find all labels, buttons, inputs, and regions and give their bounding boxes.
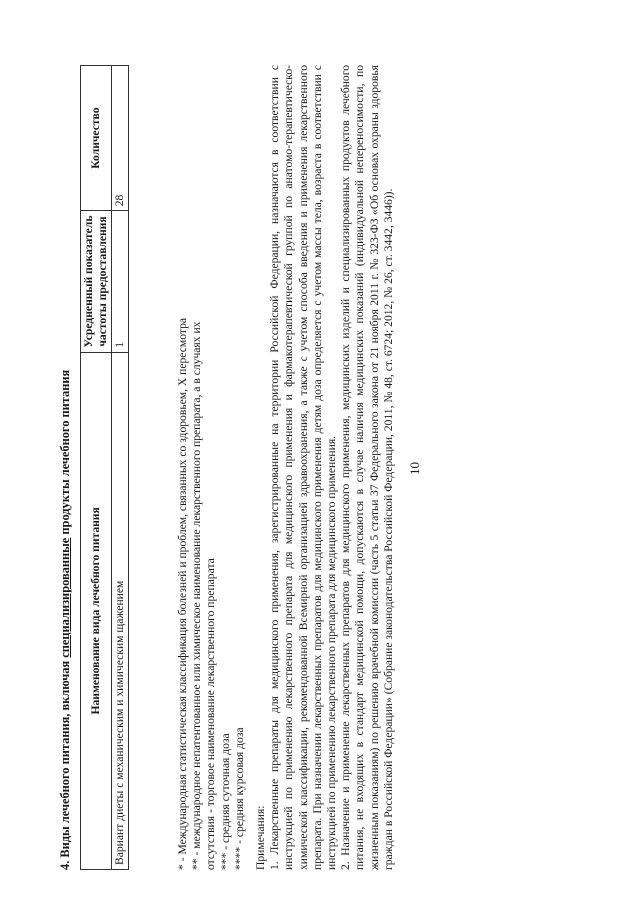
section-title-prefix: 4. Виды лечебного питания, включая bbox=[58, 657, 72, 870]
page-number: 10 bbox=[407, 462, 422, 475]
footnote-line: **** - средняя курсовая доза bbox=[232, 727, 246, 870]
cell-frequency: 1 bbox=[112, 211, 129, 353]
rotated-document-page bbox=[40, 60, 560, 870]
notes-section bbox=[254, 65, 396, 870]
footnotes bbox=[176, 65, 247, 870]
section-title-suffix: продукты лечебного питания bbox=[58, 369, 72, 538]
cell-name: Вариант диеты с механическим и химическим щажением bbox=[112, 352, 129, 869]
footnote-line: отсутствия - торговое наименование лекарственного препарата bbox=[204, 558, 218, 870]
header-frequency: Усредненный показатель частоты предоставления bbox=[81, 211, 112, 353]
section-title bbox=[58, 70, 72, 870]
table-header-row bbox=[81, 66, 112, 870]
note-item: 1. Лекарственные препараты для медицинского применения, зарегистрированные на территории Российской Федерации, назначаются в соответствии с инструкцией по применению лекарственного препарата для медицинского применения и фармакотерапевтической группой по анатомо-терапевтическо-химической классификации, рекомендованной Всемирной организацией здравоохранения, а также с учетом способа введения и применения лекарственного препарата. При назначении лекарственных препаратов для медицинского применения детям доза определяется с учетом массы тела, возраста в соответствии с инструкцией по применению лекарственного препарата для медицинского применения. bbox=[268, 65, 339, 870]
notes-heading: Примечания: bbox=[254, 805, 267, 870]
footnote-line: * - Международная статистическая классификация болезней и проблем, связанных со здоровьем, X пересмотра bbox=[176, 317, 189, 870]
footnote-line: *** - средняя суточная доза bbox=[218, 733, 232, 870]
header-name: Наименование вида лечебного питания bbox=[81, 352, 112, 869]
nutrition-table bbox=[80, 65, 129, 870]
header-quantity: Количество bbox=[81, 66, 112, 211]
note-item: 2. Назначение и применение лекарственных препаратов для медицинского применения, медицинских изделий и специализированных продуктов лечебного питания, не входящих в стандарт медицинской помощи, допускаются в случае наличия медицинских показаний (индивидуальной непереносимости, по жизненным показаниям) по решению врачебной комиссии (часть 5 статьи 37 Федерального закона от 21 ноября 2011 г. № 323-ФЗ «Об основах охраны здоровья граждан в Российской Федерации» (Собрание законодательства Российской Федерации, 2011, № 48, ст. 6724; 2012, № 26, ст. 3442, 3446)). bbox=[339, 65, 395, 870]
table-row bbox=[112, 66, 129, 870]
cell-quantity: 28 bbox=[112, 66, 129, 211]
footnote-line: ** - международное непатентованное или химическое наименование лекарственного препарата, а в случаях их bbox=[190, 321, 204, 870]
section-title-underlined: специализированные bbox=[58, 537, 72, 658]
